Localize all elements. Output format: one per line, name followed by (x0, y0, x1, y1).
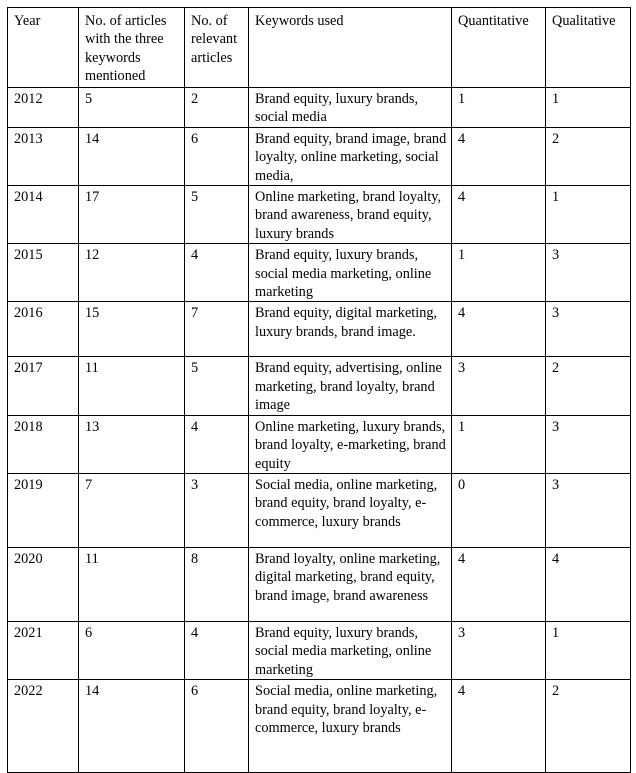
cell-quantitative: 4 (452, 186, 546, 244)
cell-quantitative: 1 (452, 88, 546, 128)
cell-keywords: Online marketing, luxury brands, brand loyalty, e-marketing, brand equity (249, 415, 452, 473)
cell-qualitative: 4 (546, 547, 631, 621)
table-row (8, 621, 631, 679)
table-row (8, 186, 631, 244)
cell-qualitative: 1 (546, 621, 631, 679)
cell-year: 2012 (8, 88, 79, 128)
cell-articles: 15 (79, 302, 185, 357)
cell-year: 2018 (8, 415, 79, 473)
cell-quantitative: 4 (452, 680, 546, 773)
cell-keywords: Online marketing, brand loyalty, brand awareness, brand equity, luxury brands (249, 186, 452, 244)
cell-qualitative: 3 (546, 244, 631, 302)
cell-relevant: 4 (185, 244, 249, 302)
cell-articles: 11 (79, 547, 185, 621)
cell-quantitative: 4 (452, 302, 546, 357)
cell-articles: 17 (79, 186, 185, 244)
cell-articles: 12 (79, 244, 185, 302)
cell-qualitative: 1 (546, 88, 631, 128)
literature-summary-table (7, 7, 631, 773)
cell-year: 2022 (8, 680, 79, 773)
cell-relevant: 4 (185, 415, 249, 473)
cell-keywords: Brand equity, advertising, online marketing, brand loyalty, brand image (249, 357, 452, 415)
table-row (8, 302, 631, 357)
table-row (8, 127, 631, 185)
table-row (8, 473, 631, 547)
cell-qualitative: 2 (546, 680, 631, 773)
cell-articles: 14 (79, 127, 185, 185)
cell-qualitative: 1 (546, 186, 631, 244)
cell-qualitative: 2 (546, 127, 631, 185)
cell-keywords: Brand equity, luxury brands, social media marketing, online marketing (249, 621, 452, 679)
cell-articles: 7 (79, 473, 185, 547)
header-quantitative: Quantitative (452, 8, 546, 88)
cell-relevant: 6 (185, 127, 249, 185)
cell-qualitative: 3 (546, 415, 631, 473)
cell-keywords: Brand equity, luxury brands, social media marketing, online marketing (249, 244, 452, 302)
cell-quantitative: 3 (452, 621, 546, 679)
table-row (8, 547, 631, 621)
table-row (8, 415, 631, 473)
cell-articles: 13 (79, 415, 185, 473)
header-keywords: Keywords used (249, 8, 452, 88)
cell-relevant: 6 (185, 680, 249, 773)
header-relevant: No. of relevant articles (185, 8, 249, 88)
cell-year: 2015 (8, 244, 79, 302)
cell-keywords: Brand loyalty, online marketing, digital marketing, brand equity, brand image, brand awareness (249, 547, 452, 621)
cell-keywords: Brand equity, luxury brands, social media (249, 88, 452, 128)
cell-year: 2017 (8, 357, 79, 415)
table-header-row (8, 8, 631, 88)
cell-articles: 6 (79, 621, 185, 679)
cell-relevant: 3 (185, 473, 249, 547)
cell-year: 2016 (8, 302, 79, 357)
cell-articles: 5 (79, 88, 185, 128)
cell-quantitative: 1 (452, 415, 546, 473)
cell-qualitative: 3 (546, 473, 631, 547)
cell-quantitative: 4 (452, 547, 546, 621)
header-articles: No. of articles with the three keywords mentioned (79, 8, 185, 88)
cell-articles: 11 (79, 357, 185, 415)
header-qualitative: Qualitative (546, 8, 631, 88)
cell-qualitative: 2 (546, 357, 631, 415)
cell-relevant: 2 (185, 88, 249, 128)
cell-qualitative: 3 (546, 302, 631, 357)
cell-keywords: Brand equity, digital marketing, luxury brands, brand image. (249, 302, 452, 357)
cell-relevant: 7 (185, 302, 249, 357)
cell-year: 2014 (8, 186, 79, 244)
cell-year: 2013 (8, 127, 79, 185)
cell-keywords: Social media, online marketing, brand equity, brand loyalty, e-commerce, luxury brands (249, 473, 452, 547)
table-row (8, 680, 631, 773)
cell-relevant: 5 (185, 186, 249, 244)
table-row (8, 88, 631, 128)
table-row (8, 357, 631, 415)
cell-quantitative: 3 (452, 357, 546, 415)
cell-quantitative: 0 (452, 473, 546, 547)
cell-keywords: Social media, online marketing, brand equity, brand loyalty, e-commerce, luxury brands (249, 680, 452, 773)
cell-relevant: 5 (185, 357, 249, 415)
cell-year: 2021 (8, 621, 79, 679)
cell-keywords: Brand equity, brand image, brand loyalty, online marketing, social media, (249, 127, 452, 185)
header-year: Year (8, 8, 79, 88)
cell-quantitative: 1 (452, 244, 546, 302)
table-row (8, 244, 631, 302)
cell-articles: 14 (79, 680, 185, 773)
cell-relevant: 8 (185, 547, 249, 621)
cell-year: 2020 (8, 547, 79, 621)
cell-year: 2019 (8, 473, 79, 547)
cell-quantitative: 4 (452, 127, 546, 185)
cell-relevant: 4 (185, 621, 249, 679)
